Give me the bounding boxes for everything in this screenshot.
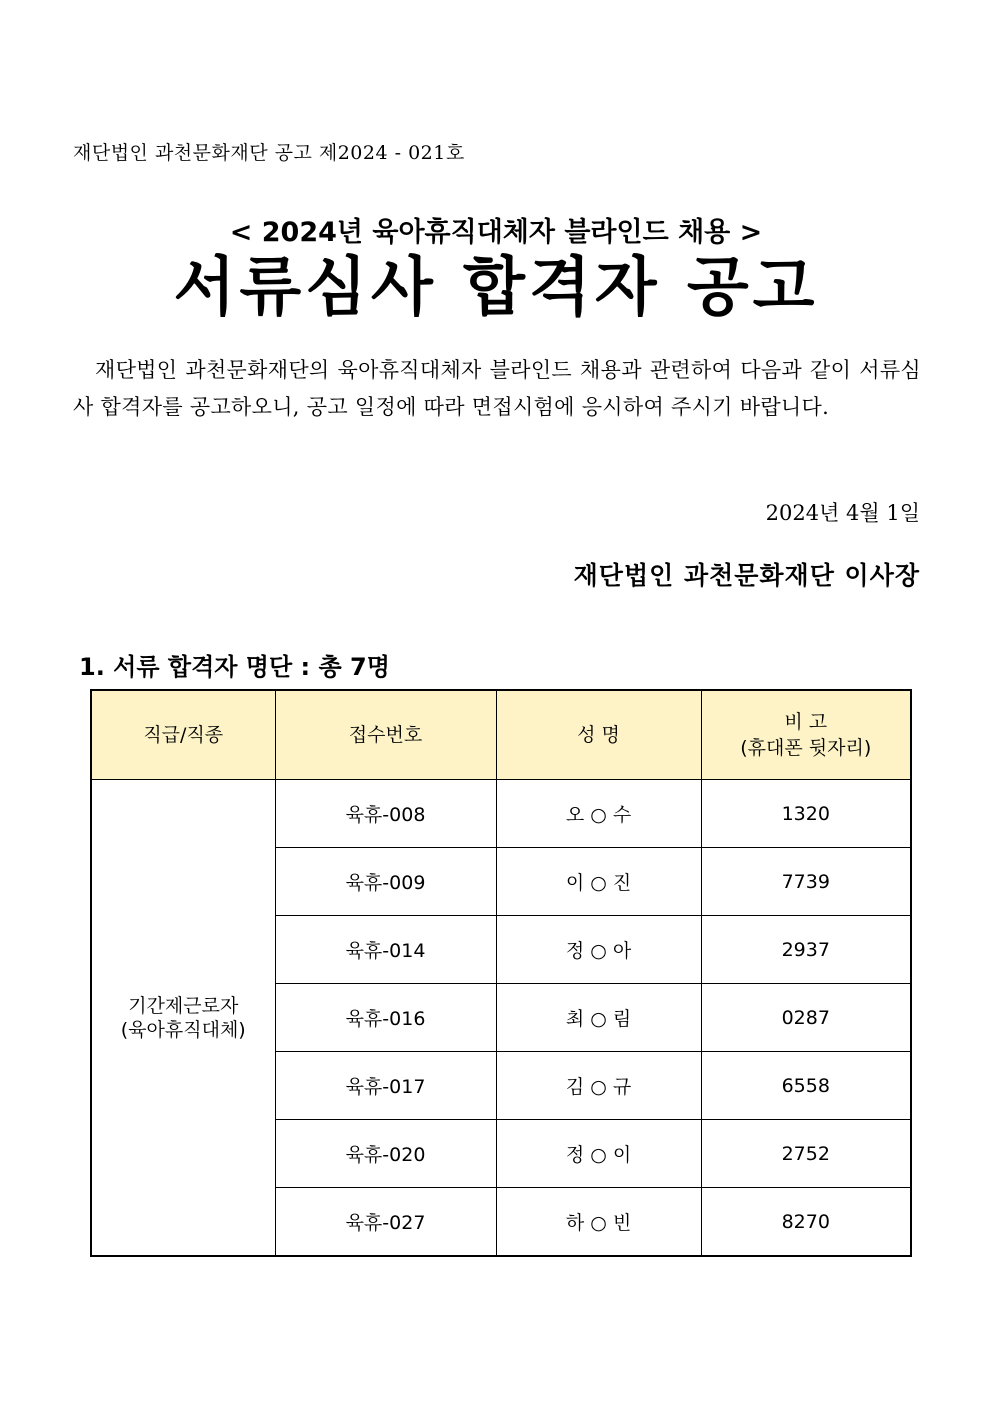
page-title: 서류심사 합격자 공고 [173, 251, 819, 325]
remark-cell: 1320 [701, 780, 911, 848]
name-cell: 하 ○ 빈 [496, 1188, 701, 1257]
receipt-cell: 육휴-014 [275, 916, 496, 984]
header-remark-line1: 비 고 [784, 711, 828, 733]
receipt-cell: 육휴-009 [275, 848, 496, 916]
receipt-cell: 육휴-020 [275, 1120, 496, 1188]
receipt-cell: 육휴-017 [275, 1052, 496, 1120]
name-cell: 정 ○ 이 [496, 1120, 701, 1188]
header-remark-line2: (휴대폰 뒷자리) [740, 737, 872, 759]
receipt-cell: 육휴-008 [275, 780, 496, 848]
name-cell: 오 ○ 수 [496, 780, 701, 848]
table-header-row [91, 690, 911, 780]
receipt-cell: 육휴-027 [275, 1188, 496, 1257]
issuer: 재단법인 과천문화재단 이사장 [573, 561, 920, 590]
subtitle: < 2024년 육아휴직대체자 블라인드 채용 > [229, 217, 763, 248]
category-line2: (육아휴직대체) [120, 1018, 246, 1041]
name-cell: 이 ○ 진 [496, 848, 701, 916]
applicant-table [90, 689, 912, 1257]
remark-cell: 8270 [701, 1188, 911, 1257]
body-paragraph: 재단법인 과천문화재단의 육아휴직대체자 블라인드 채용과 관련하여 다음과 같이 서류심사 합격자를 공고하오니, 공고 일정에 따라 면접시험에 응시하여 주시기 바랍니다. [73, 358, 921, 419]
remark-cell: 0287 [701, 984, 911, 1052]
header-remark [701, 690, 911, 780]
notice-number: 재단법인 과천문화재단 공고 제2024 - 021호 [73, 142, 465, 164]
header-category: 직급/직종 [91, 690, 275, 780]
receipt-cell: 육휴-016 [275, 984, 496, 1052]
name-cell: 정 ○ 아 [496, 916, 701, 984]
notice-date: 2024년 4월 1일 [765, 501, 920, 525]
name-cell: 김 ○ 규 [496, 1052, 701, 1120]
category-cell [91, 780, 275, 1257]
header-name: 성 명 [496, 690, 701, 780]
table-row [91, 780, 911, 848]
remark-cell: 2752 [701, 1120, 911, 1188]
remark-cell: 6558 [701, 1052, 911, 1120]
remark-cell: 2937 [701, 916, 911, 984]
header-receipt: 접수번호 [275, 690, 496, 780]
name-cell: 최 ○ 림 [496, 984, 701, 1052]
category-line1: 기간제근로자 [128, 994, 239, 1017]
remark-cell: 7739 [701, 848, 911, 916]
section-heading: 1. 서류 합격자 명단 : 총 7명 [79, 653, 390, 681]
